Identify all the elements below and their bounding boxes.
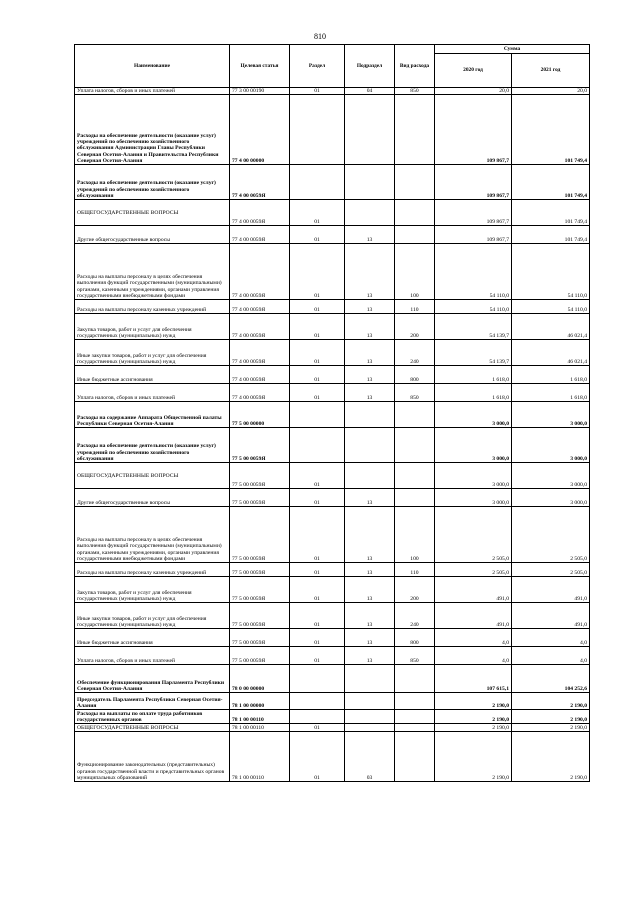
- table-row: [75, 340, 590, 366]
- row-expense-type: [395, 693, 435, 710]
- row-target-article: 77 5 00 0059Я: [230, 563, 290, 577]
- budget-table: [74, 44, 590, 782]
- row-section: 01: [290, 724, 345, 732]
- row-expense-type: 850: [395, 647, 435, 665]
- table-row: [75, 366, 590, 384]
- header-name: Наименование: [75, 45, 230, 88]
- row-sum-2021: 2 190,0: [512, 724, 590, 732]
- row-subsection: 13: [345, 603, 395, 629]
- row-subsection: [345, 710, 395, 724]
- row-expense-type: 200: [395, 577, 435, 603]
- row-sum-2021: 2 190,0: [512, 693, 590, 710]
- row-expense-type: 800: [395, 366, 435, 384]
- row-section: 01: [290, 507, 345, 563]
- row-section: 01: [290, 577, 345, 603]
- row-section: 01: [290, 226, 345, 244]
- table-row: [75, 463, 590, 489]
- row-target-article: 78 1 00 00110: [230, 724, 290, 732]
- header-expense-type: Вид расхода: [395, 45, 435, 88]
- row-sum-2021: 2 505,0: [512, 563, 590, 577]
- row-sum-2020: 3 000,0: [435, 489, 512, 507]
- row-sum-2020: 2 190,0: [435, 693, 512, 710]
- table-row: [75, 200, 590, 226]
- row-subsection: [345, 200, 395, 226]
- row-expense-type: 110: [395, 563, 435, 577]
- row-section: [290, 95, 345, 165]
- row-sum-2021: 1 618,0: [512, 384, 590, 402]
- row-sum-2020: 109 867,7: [435, 165, 512, 200]
- row-subsection: 13: [345, 507, 395, 563]
- row-target-article: 77 4 00 0059Я: [230, 200, 290, 226]
- row-subsection: 13: [345, 366, 395, 384]
- row-name: Расходы на выплаты персоналу в целях обеспечения выполнения функций государственными (муниципальными) органами, казенными учреждениями, органами управления государственными внебюджетными фондами: [75, 244, 230, 300]
- table-row: [75, 300, 590, 314]
- row-expense-type: [395, 732, 435, 782]
- table-row: [75, 314, 590, 340]
- row-section: 01: [290, 647, 345, 665]
- row-section: 01: [290, 314, 345, 340]
- row-section: 01: [290, 489, 345, 507]
- row-sum-2020: 1 618,0: [435, 384, 512, 402]
- row-target-article: 77 5 00 0059Я: [230, 629, 290, 647]
- row-sum-2020: 109 867,7: [435, 200, 512, 226]
- table-row: [75, 428, 590, 463]
- row-target-article: 77 5 00 00000: [230, 402, 290, 428]
- row-sum-2020: 54 139,7: [435, 340, 512, 366]
- row-name: Закупка товаров, работ и услуг для обеспечения государственных (муниципальных) нужд: [75, 314, 230, 340]
- header-sum: Сумма: [435, 45, 590, 54]
- row-sum-2020: 109 867,7: [435, 95, 512, 165]
- table-row: [75, 384, 590, 402]
- row-name: ОБЩЕГОСУДАРСТВЕННЫЕ ВОПРОСЫ: [75, 463, 230, 489]
- row-section: [290, 165, 345, 200]
- row-subsection: [345, 95, 395, 165]
- row-section: [290, 665, 345, 693]
- row-sum-2021: 2 505,0: [512, 507, 590, 563]
- row-sum-2020: 3 000,0: [435, 463, 512, 489]
- row-sum-2021: 4,0: [512, 629, 590, 647]
- row-sum-2020: 3 000,0: [435, 428, 512, 463]
- table-row: [75, 88, 590, 95]
- table-row: [75, 693, 590, 710]
- row-target-article: 77 4 00 0059Я: [230, 340, 290, 366]
- row-section: 01: [290, 88, 345, 95]
- row-target-article: 77 4 00 0059Я: [230, 314, 290, 340]
- row-target-article: 77 4 00 0059Я: [230, 384, 290, 402]
- row-sum-2020: 2 190,0: [435, 710, 512, 724]
- row-subsection: 13: [345, 563, 395, 577]
- row-sum-2021: 101 749,4: [512, 226, 590, 244]
- table-row: [75, 724, 590, 732]
- row-subsection: 13: [345, 300, 395, 314]
- row-expense-type: 100: [395, 244, 435, 300]
- row-sum-2021: 491,0: [512, 577, 590, 603]
- row-expense-type: [395, 95, 435, 165]
- row-target-article: 77 5 00 0059Я: [230, 489, 290, 507]
- row-target-article: 77 3 00 00190: [230, 88, 290, 95]
- row-expense-type: 850: [395, 384, 435, 402]
- row-subsection: 13: [345, 340, 395, 366]
- table-row: [75, 577, 590, 603]
- row-subsection: 03: [345, 732, 395, 782]
- header-target: Целевая статья: [230, 45, 290, 88]
- header-subsection: Подраздел: [345, 45, 395, 88]
- row-name: Председатель Парламента Республики Северная Осетия-Алания: [75, 693, 230, 710]
- row-subsection: [345, 463, 395, 489]
- row-sum-2020: 2 505,0: [435, 563, 512, 577]
- row-name: Иные бюджетные ассигнования: [75, 629, 230, 647]
- row-subsection: [345, 693, 395, 710]
- row-name: Обеспечение функционирования Парламента Республики Северная Осетия-Алания: [75, 665, 230, 693]
- row-name: Расходы на обеспечение деятельности (оказание услуг) учреждений по обеспечению хозяйственного обслуживания: [75, 428, 230, 463]
- row-name: Уплата налогов, сборов и иных платежей: [75, 384, 230, 402]
- row-sum-2020: 54 110,0: [435, 244, 512, 300]
- row-section: 01: [290, 563, 345, 577]
- row-subsection: 13: [345, 629, 395, 647]
- row-target-article: 77 4 00 0059Я: [230, 244, 290, 300]
- row-target-article: 77 4 00 0059Я: [230, 226, 290, 244]
- row-sum-2020: 2 505,0: [435, 507, 512, 563]
- row-expense-type: 240: [395, 603, 435, 629]
- table-header: [75, 45, 590, 88]
- row-expense-type: [395, 463, 435, 489]
- row-expense-type: [395, 724, 435, 732]
- table-body: [75, 88, 590, 782]
- row-sum-2021: 20,0: [512, 88, 590, 95]
- row-target-article: 78 1 00 00000: [230, 693, 290, 710]
- row-sum-2021: 101 749,4: [512, 200, 590, 226]
- row-expense-type: 240: [395, 340, 435, 366]
- row-section: 01: [290, 629, 345, 647]
- row-name: Другие общегосударственные вопросы: [75, 226, 230, 244]
- row-target-article: 77 5 00 0059Я: [230, 577, 290, 603]
- row-name: ОБЩЕГОСУДАРСТВЕННЫЕ ВОПРОСЫ: [75, 200, 230, 226]
- row-sum-2021: 101 749,4: [512, 165, 590, 200]
- row-target-article: 77 4 00 0059Я: [230, 165, 290, 200]
- header-year-2021: 2021 год: [512, 54, 590, 88]
- row-name: ОБЩЕГОСУДАРСТВЕННЫЕ ВОПРОСЫ: [75, 724, 230, 732]
- row-name: Иные закупки товаров, работ и услуг для обеспечения государственных (муниципальных) нужд: [75, 340, 230, 366]
- row-target-article: 77 5 00 0059Я: [230, 647, 290, 665]
- row-expense-type: [395, 200, 435, 226]
- row-section: 01: [290, 384, 345, 402]
- row-subsection: [345, 665, 395, 693]
- table-row: [75, 647, 590, 665]
- row-sum-2020: 1 618,0: [435, 366, 512, 384]
- row-name: Расходы на обеспечение деятельности (оказание услуг) учреждений по обеспечению хозяйственного обслуживания Администрации Главы Республики Северная Осетия-Алания и Правительства Республики Северная Осетия-Алания: [75, 95, 230, 165]
- table-row: [75, 244, 590, 300]
- row-section: [290, 428, 345, 463]
- row-subsection: 13: [345, 244, 395, 300]
- row-target-article: 77 5 00 0059Я: [230, 603, 290, 629]
- row-subsection: [345, 402, 395, 428]
- header-year-2020: 2020 год: [435, 54, 512, 88]
- table-row: [75, 95, 590, 165]
- row-sum-2020: 54 139,7: [435, 314, 512, 340]
- row-name: Расходы на содержание Аппарата Общественной палаты Республики Северная Осетия-Алания: [75, 402, 230, 428]
- row-expense-type: 800: [395, 629, 435, 647]
- row-sum-2020: 491,0: [435, 577, 512, 603]
- row-sum-2021: 3 000,0: [512, 489, 590, 507]
- row-sum-2021: 3 000,0: [512, 463, 590, 489]
- row-sum-2020: 491,0: [435, 603, 512, 629]
- row-section: [290, 693, 345, 710]
- row-name: Расходы на выплаты по оплате труда работников государственных органов: [75, 710, 230, 724]
- row-expense-type: [395, 489, 435, 507]
- row-sum-2020: 4,0: [435, 629, 512, 647]
- row-section: 01: [290, 200, 345, 226]
- row-expense-type: [395, 665, 435, 693]
- row-section: 01: [290, 603, 345, 629]
- table-row: [75, 489, 590, 507]
- table-row: [75, 603, 590, 629]
- row-sum-2021: 1 618,0: [512, 366, 590, 384]
- table-row: [75, 165, 590, 200]
- row-target-article: 77 5 00 0059Я: [230, 463, 290, 489]
- row-expense-type: 850: [395, 88, 435, 95]
- row-sum-2021: 46 021,4: [512, 340, 590, 366]
- row-subsection: [345, 724, 395, 732]
- row-sum-2021: 2 190,0: [512, 710, 590, 724]
- row-subsection: 13: [345, 314, 395, 340]
- row-section: 01: [290, 732, 345, 782]
- row-name: Закупка товаров, работ и услуг для обеспечения государственных (муниципальных) нужд: [75, 577, 230, 603]
- row-section: 01: [290, 366, 345, 384]
- row-sum-2021: 4,0: [512, 647, 590, 665]
- row-subsection: 13: [345, 577, 395, 603]
- row-sum-2020: 2 190,0: [435, 732, 512, 782]
- row-section: 01: [290, 300, 345, 314]
- row-target-article: 77 4 00 0059Я: [230, 366, 290, 384]
- row-section: 01: [290, 244, 345, 300]
- row-expense-type: [395, 226, 435, 244]
- row-target-article: 77 5 00 0059Я: [230, 507, 290, 563]
- row-name: Иные бюджетные ассигнования: [75, 366, 230, 384]
- row-sum-2020: 3 000,0: [435, 402, 512, 428]
- row-name: Уплата налогов, сборов и иных платежей: [75, 647, 230, 665]
- row-subsection: 04: [345, 88, 395, 95]
- table-row: [75, 507, 590, 563]
- row-sum-2020: 2 190,0: [435, 724, 512, 732]
- row-subsection: 13: [345, 384, 395, 402]
- row-expense-type: [395, 710, 435, 724]
- page-number: 810: [314, 32, 326, 41]
- header-section: Раздел: [290, 45, 345, 88]
- row-name: Расходы на обеспечение деятельности (оказание услуг) учреждений по обеспечению хозяйственного обслуживания: [75, 165, 230, 200]
- table-row: [75, 226, 590, 244]
- row-expense-type: [395, 402, 435, 428]
- row-target-article: 78 1 00 00110: [230, 732, 290, 782]
- row-sum-2020: 109 867,7: [435, 226, 512, 244]
- row-subsection: 13: [345, 226, 395, 244]
- row-sum-2020: 107 615,1: [435, 665, 512, 693]
- row-subsection: 13: [345, 489, 395, 507]
- row-sum-2021: 54 110,0: [512, 244, 590, 300]
- table-row: [75, 629, 590, 647]
- row-target-article: 77 4 00 0059Я: [230, 300, 290, 314]
- row-section: [290, 402, 345, 428]
- row-name: Функционирование законодательных (представительных) органов государственной власти и представительных органов муниципальных образований: [75, 732, 230, 782]
- row-target-article: 78 1 00 00110: [230, 710, 290, 724]
- row-name: Расходы на выплаты персоналу казенных учреждений: [75, 300, 230, 314]
- row-sum-2021: 54 110,0: [512, 300, 590, 314]
- row-subsection: [345, 165, 395, 200]
- row-sum-2020: 20,0: [435, 88, 512, 95]
- row-expense-type: [395, 428, 435, 463]
- row-target-article: 77 4 00 00000: [230, 95, 290, 165]
- row-section: [290, 710, 345, 724]
- row-subsection: 13: [345, 647, 395, 665]
- row-sum-2021: 491,0: [512, 603, 590, 629]
- row-sum-2021: 3 000,0: [512, 402, 590, 428]
- row-target-article: 78 0 00 00000: [230, 665, 290, 693]
- row-expense-type: 110: [395, 300, 435, 314]
- row-expense-type: 200: [395, 314, 435, 340]
- row-sum-2020: 54 110,0: [435, 300, 512, 314]
- row-sum-2021: 46 021,4: [512, 314, 590, 340]
- table-row: [75, 732, 590, 782]
- row-sum-2021: 2 190,0: [512, 732, 590, 782]
- row-sum-2021: 101 749,4: [512, 95, 590, 165]
- row-sum-2021: 3 000,0: [512, 428, 590, 463]
- row-name: Иные закупки товаров, работ и услуг для обеспечения государственных (муниципальных) нужд: [75, 603, 230, 629]
- row-name: Другие общегосударственные вопросы: [75, 489, 230, 507]
- row-sum-2020: 4,0: [435, 647, 512, 665]
- table-row: [75, 402, 590, 428]
- table-row: [75, 710, 590, 724]
- table-row: [75, 665, 590, 693]
- row-sum-2021: 104 252,6: [512, 665, 590, 693]
- row-target-article: 77 5 00 0059Я: [230, 428, 290, 463]
- row-name: Расходы на выплаты персоналу казенных учреждений: [75, 563, 230, 577]
- row-expense-type: 100: [395, 507, 435, 563]
- row-section: 01: [290, 463, 345, 489]
- row-expense-type: [395, 165, 435, 200]
- row-name: Расходы на выплаты персоналу в целях обеспечения выполнения функций государственными (муниципальными) органами, казенными учреждениями, органами управления государственными внебюджетными фондами: [75, 507, 230, 563]
- row-name: Уплата налогов, сборов и иных платежей: [75, 88, 230, 95]
- table-row: [75, 563, 590, 577]
- row-subsection: [345, 428, 395, 463]
- row-section: 01: [290, 340, 345, 366]
